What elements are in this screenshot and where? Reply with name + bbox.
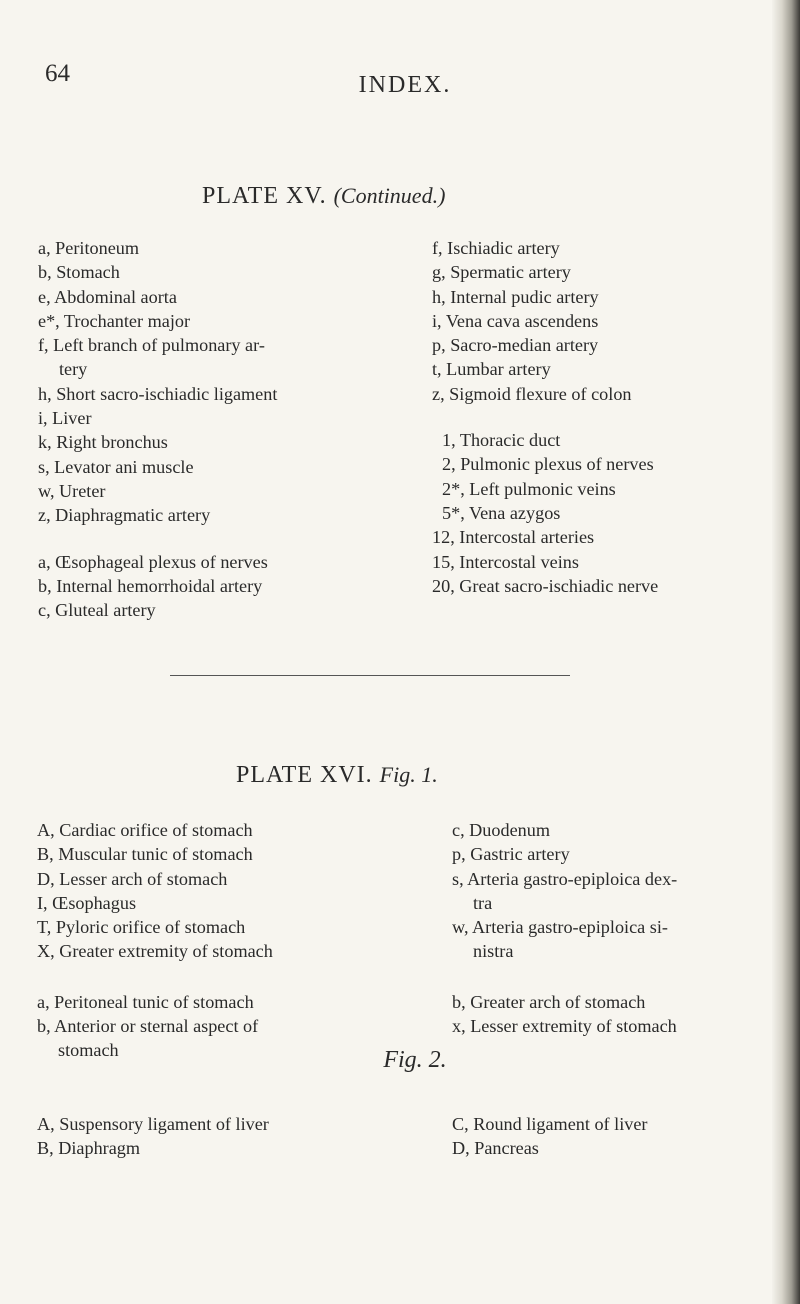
list-item: k, Right bronchus [38,432,168,453]
list-item: e*, Trochanter major [38,310,191,331]
list-item: w, Arteria gastro-epiploica si- [452,917,668,938]
list-item: z, Sigmoid flexure of colon [432,383,632,404]
list-item: I, Œsophagus [37,892,137,913]
list-item: D, Pancreas [452,1138,539,1159]
spacer [38,528,277,550]
list-item: C, Round ligament of liver [452,1114,648,1134]
list-item: D, Lesser arch of stomach [37,868,228,889]
list-item: A, Cardiac orifice of stomach [37,820,253,840]
spacer [37,964,273,990]
list-item: 2, Pulmonic plexus of nerves [442,454,654,475]
list-item: z, Diaphragmatic artery [38,505,211,526]
plate-16-fig1-label: Fig. 1. [379,762,438,787]
list-item: 1, Thoracic duct [442,430,561,451]
list-item: s, Levator ani muscle [38,456,194,477]
plate-15-continued: (Continued.) [333,183,446,208]
list-item: p, Gastric artery [452,844,570,865]
plate-15-title: PLATE XV. [202,183,327,209]
list-item-continuation: nistra [473,941,514,962]
list-item: e, Abdominal aorta [38,286,177,307]
plate-16-heading [236,762,438,789]
list-item: a, Œsophageal plexus of nerves [38,551,268,572]
plate-16-fig2-left-column [37,1112,269,1161]
list-item: B, Muscular tunic of stomach [37,844,253,865]
list-item: a, Peritoneum [38,238,140,258]
plate-15-right-column [432,236,658,598]
list-item: 5*, Vena azygos [442,502,561,523]
list-item: t, Lumbar artery [432,359,551,380]
plate-15-heading [202,183,445,210]
section-divider [170,675,570,676]
list-item: b, Internal hemorrhoidal artery [38,575,263,596]
list-item: B, Diaphragm [37,1138,141,1159]
list-item: X, Greater extremity of stomach [37,941,273,962]
list-item: h, Short sacro-ischiadic ligament [38,383,278,404]
plate-16-fig1-right-column [452,818,677,1038]
list-item: w, Ureter [38,480,106,501]
list-item: f, Ischiadic artery [432,238,560,258]
list-item: 15, Intercostal veins [432,551,579,572]
list-item: h, Internal pudic artery [432,286,599,307]
list-item: f, Left branch of pulmonary ar- [38,335,265,356]
plate-16-fig2-label: Fig. 2. [383,1047,447,1073]
list-item: b, Greater arch of stomach [452,991,646,1012]
page-number: 64 [45,60,70,87]
list-item: c, Gluteal artery [38,600,156,621]
list-item: b, Stomach [38,262,120,283]
list-item: c, Duodenum [452,820,550,840]
list-item: i, Liver [38,408,92,429]
list-item: T, Pyloric orifice of stomach [37,917,246,938]
list-item-continuation: tra [473,892,493,913]
plate-16-fig2-right-column [452,1112,648,1161]
list-item: 20, Great sacro-ischiadic nerve [432,575,659,596]
list-item: A, Suspensory ligament of liver [37,1114,269,1134]
page-edge-shadow [772,0,800,1304]
spacer [452,964,677,990]
list-item: 12, Intercostal arteries [432,527,595,548]
list-item: i, Vena cava ascendens [432,310,599,331]
spacer [432,406,658,428]
list-item: p, Sacro-median artery [432,335,599,356]
plate-15-left-column [38,236,277,622]
list-item: b, Anterior or sternal aspect of [37,1016,259,1037]
list-item: s, Arteria gastro-epiploica dex- [452,868,678,889]
list-item: g, Spermatic artery [432,262,571,283]
list-item-continuation: tery [59,359,88,380]
list-item: 2*, Left pulmonic veins [442,478,616,499]
plate-16-title: PLATE XVI. [236,762,373,788]
list-item: a, Peritoneal tunic of stomach [37,991,254,1012]
list-item: x, Lesser extremity of stomach [452,1016,677,1037]
running-title: INDEX. [358,72,452,98]
plate-16-fig1-left-column [37,818,273,1063]
list-item-continuation: stomach [58,1040,119,1061]
